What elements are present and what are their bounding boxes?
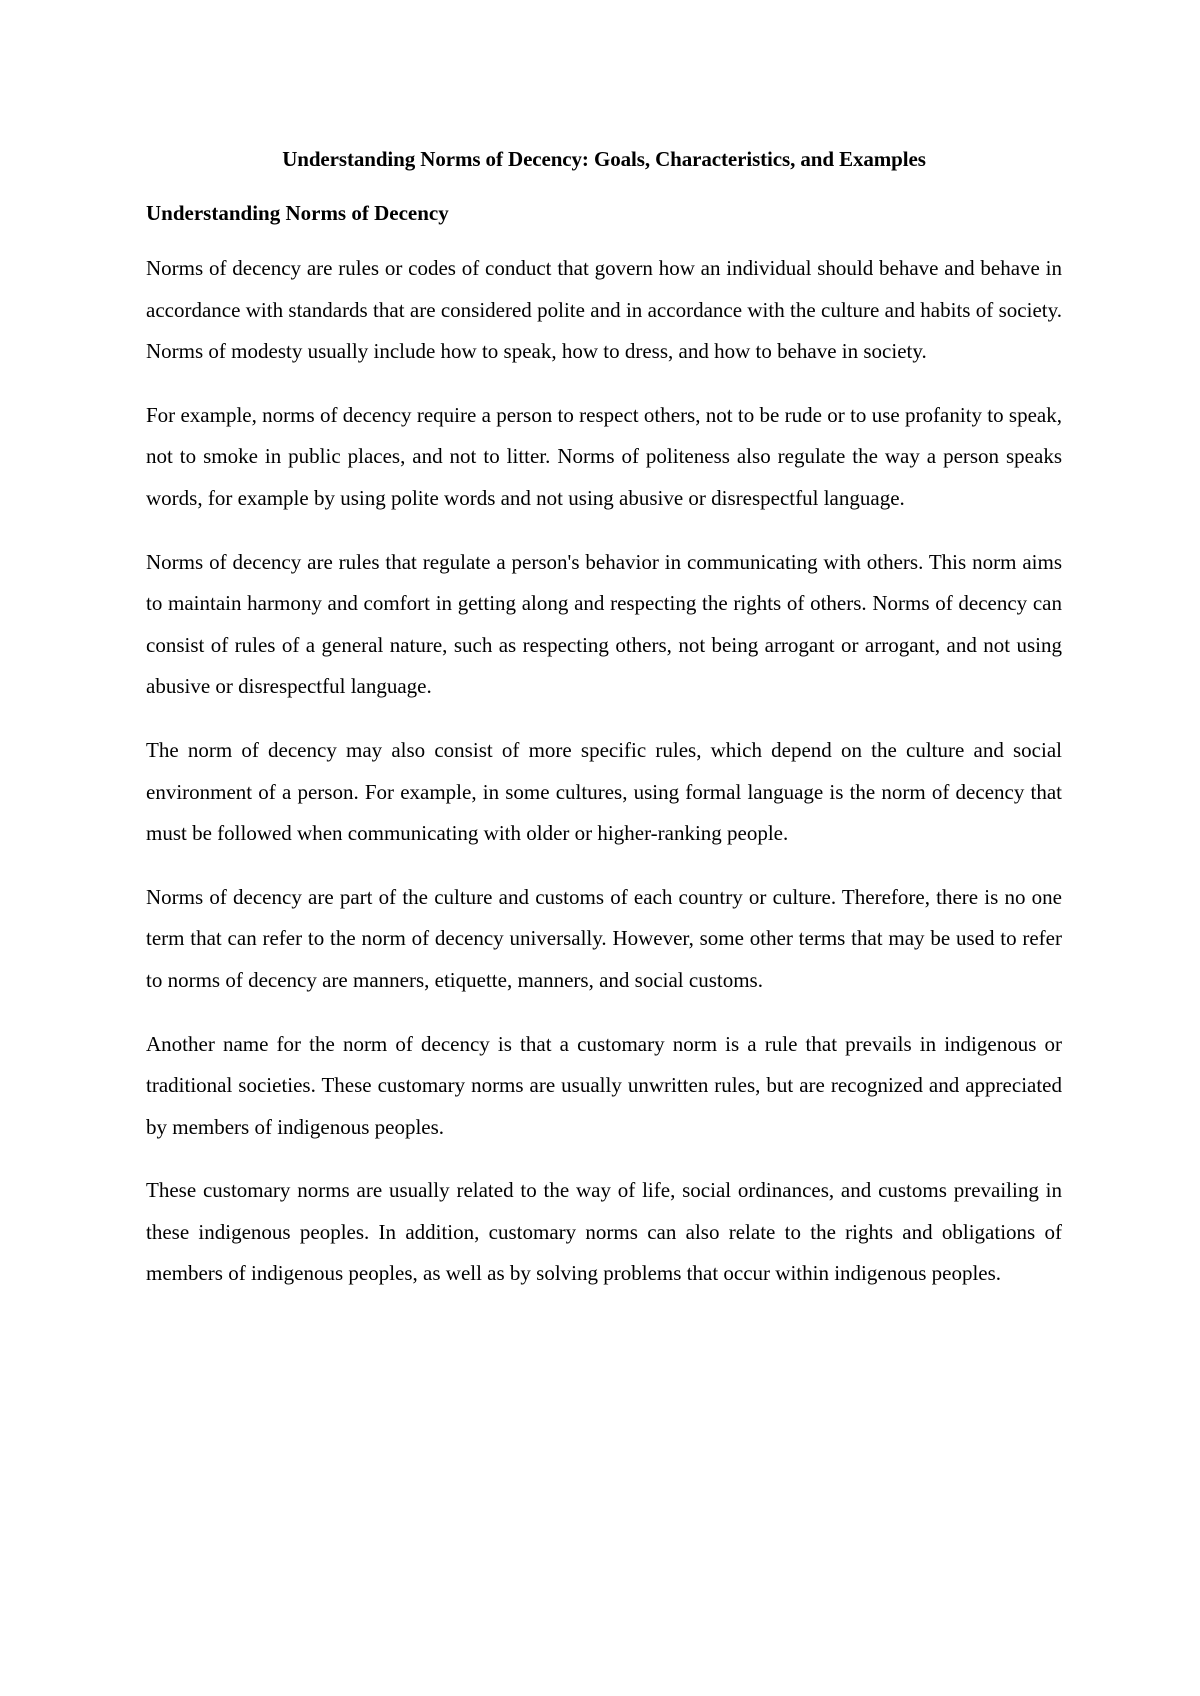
paragraph-3: Norms of decency are rules that regulate a person's behavior in communicating with others. This norm aims to maintain harmony and comfort in getting along and respecting the rights of others. Norms of decency can consist of rules of a general nature, such as respecting others, not being arrogant or arrogant, and not using abusive or disrespectful language. <box>146 549 1062 699</box>
section-heading: Understanding Norms of Decency <box>146 201 449 225</box>
paragraph-2: For example, norms of decency require a person to respect others, not to be rude or to use profanity to speak, not to smoke in public places, and not to litter. Norms of politeness also regulate the way a person speaks words, for example by using polite words and not using abusive or disrespectful language. <box>146 402 1062 510</box>
document-title: Understanding Norms of Decency: Goals, Characteristics, and Examples <box>282 147 926 171</box>
paragraph-1: Norms of decency are rules or codes of conduct that govern how an individual should behave and behave in accordance with standards that are considered polite and in accordance with the culture and habits of society. Norms of modesty usually include how to speak, how to dress, and how to behave in society. <box>146 256 1062 364</box>
paragraph-4: The norm of decency may also consist of more specific rules, which depend on the culture and social environment of a person. For example, in some cultures, using formal language is the norm of decency that must be followed when communicating with older or higher-ranking people. <box>146 737 1062 846</box>
paragraph-7: These customary norms are usually related to the way of life, social ordinances, and customs prevailing in these indigenous peoples. In addition, customary norms can also relate to the rights and obligations of members of indigenous peoples, as well as by solving problems that occur within indigenous peoples. <box>146 1178 1062 1286</box>
paragraph-6: Another name for the norm of decency is that a customary norm is a rule that prevails in indigenous or traditional societies. These customary norms are usually unwritten rules, but are recognized and appreciated by members of indigenous peoples. <box>146 1031 1062 1139</box>
paragraph-5: Norms of decency are part of the culture and customs of each country or culture. Therefore, there is no one term that can refer to the norm of decency universally. However, some other terms that may be used to refer to norms of decency are manners, etiquette, manners, and social customs. <box>146 884 1062 992</box>
